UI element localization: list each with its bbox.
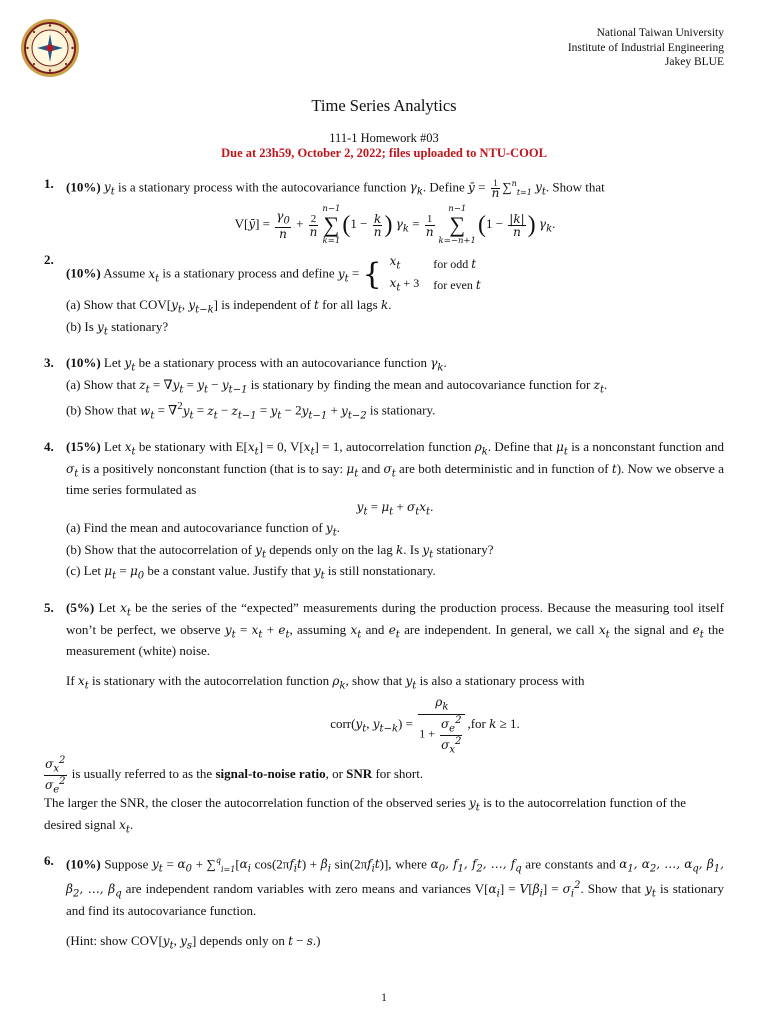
question-text: , show that [345, 673, 406, 689]
question-text: the measurement (white) noise. [66, 621, 724, 659]
question-text: is a nonconstant function and [567, 439, 724, 455]
sub-question-a: (a) Show that $z_t = \nabla y_t = y_t - y_{t-1}$ is stationary by finding the mean and autocovariance function for $z_t$. [66, 376, 608, 396]
question-text: . Define [422, 179, 469, 195]
question-2: 2. (10%) Assume $x_t$ is a stationary process and define $y_t$ = { $x_t$ for odd t $x_t + 3$ for even t (a) Show that $COV[y_t$, $y_{t-k}$] is independent of t for all lags k. (b) Is $y_t$ stationary? [44, 252, 724, 340]
question-text: are constants and [521, 856, 620, 872]
question-text: . Is [403, 541, 423, 557]
question-number: 5. [44, 599, 54, 615]
piecewise-definition: $x_t$ for odd t $x_t + 3$ for even t [389, 254, 481, 293]
question-text: is a positively nonconstant function (that is to say: [78, 460, 347, 476]
page-number: 1 [381, 992, 387, 1004]
question-text: , autocorrelation function [339, 439, 475, 455]
question-text: for short. [372, 766, 424, 781]
question-text: is stationary by finding the mean and autocovariance function for [247, 376, 594, 392]
formula-variance: V[ȳ] = $\frac{\gamma_0}{n}$ + $\frac{2}{n}$ n−1 ∑ k=1 (1 − $\frac{k}{n}$ ) $\gamma_k$ = $\frac{1}{n}$ n−1 ∑ k=−n+1 (1 − $\frac{|k|}{n}$ ) $\gamma_k$. [234, 204, 556, 247]
snr-definition: $\frac{\sigma_x^2}{\sigma_e^2}$ is usually referred to as the signal-to-noise ratio, or SNR for short. [45, 755, 424, 795]
formula-correlation: $corr(y_t$, $y_{t-k}$) = $\rho_k$ 1 + $\frac{\sigma_e^2}{\sigma_x^2}$ ,for k ≥ 1. [330, 694, 520, 756]
question-text: Assume [100, 265, 149, 281]
question-4: 4. (15%) Let $x_t$ be stationary with $E[x_t] = 0$, $V[x_t] = 1$, autocorrelation function $\rho_k$. Define that $\mu_t$ is a nonconstant function and $\sigma_t$ is a positively nonconstant function (that is to say: $\mu_t$ and $\sigma_t$ are both deterministic and in function of t). Now we observe a time series formulated as $y_t = \mu_t + \sigma_tx_t$. (a) Find the mean and autocovariance function of $y_t$. (b) Show that the autocorrelation of $y_t$ depends only on the lag k. Is $y_t$ stationary? (c) Let $\mu_t = \mu_0$ be a constant value. Justify that $y_t$ is still nonstationary. [44, 439, 724, 585]
question-text: Suppose [100, 856, 153, 872]
question-text: (b) Show that the autocorrelation of [66, 541, 256, 557]
question-text: the signal and [609, 621, 693, 637]
question-text: depends only on [196, 933, 289, 949]
page-title: Time Series Analytics [311, 96, 457, 115]
question-text: is stationary. [366, 402, 436, 418]
formula-model: $y_t = \mu_t + \sigma_tx_t$. [356, 498, 434, 517]
author-name: Jakey BLUE [664, 56, 724, 68]
question-6: 6. (10%) Suppose $y_t = \alpha_0 + \sum^q_{i=1}[\alpha_i$ $\cos(2\pi f_it) + \beta_i$ $\sin(2\pi f_it)$], where $\alpha_0$, $f_1$, $f_2$, …, $f_q$ are constants and $\alpha_1$, $\alpha_2$, …, $\alpha_q$, $\beta_1$, $\beta_2$, …, $\beta_q$ are independent random variables with zero means and variances $V[\alpha_i] = V[\beta_i] = \sigma_i^2$. Show that $y_t$ is stationary and find its autocovariance function. (Hint: show $COV[y_t$, $y_s$] depends only on t − s.) [44, 853, 724, 955]
question-number: 6. [44, 853, 54, 869]
question-weight: (10%) [66, 856, 101, 872]
question-number: 4. [44, 439, 54, 455]
question-text: Let [94, 599, 121, 615]
question-3: 3. (10%) Let $y_t$ be a stationary process with an autocovariance function $\gamma_k$. (a) Show that $z_t = \nabla y_t = y_t - y_{t-1}$ is stationary by finding the mean and autocovariance function for $z_t$. (b) Show that $w_t = \nabla^2y_t = z_t - z_{t-1} = y_t - 2y_{t-1} + y_{t-2}$ is stationary. [44, 355, 724, 424]
sub-question-c: (c) Let $\mu_t = \mu_0$ be a constant value. Justify that $y_t$ is still nonstationary. [66, 563, 436, 582]
question-text: is independent of [217, 296, 315, 312]
university-seal-logo [20, 18, 80, 78]
question-text: is still nonstationary. [324, 563, 436, 579]
question-weight: (10%) [66, 265, 101, 281]
question-text: (Hint: show [66, 933, 131, 949]
question-text: is a stationary process and define [159, 265, 338, 281]
question-text: and [361, 621, 389, 637]
question-text: The larger the SNR, the closer the autocorrelation function of the observed series $y_t$ is to the autocorrelation function of the desired signal $x_t$. [44, 794, 686, 835]
sub-question-b: (b) Show that the autocorrelation of $y_t$ depends only on the lag k. Is $y_t$ stationary? [66, 541, 494, 561]
question-text: The larger the SNR, the closer the autocorrelation function of the observed series [44, 794, 470, 810]
question-text: . Show that [545, 179, 605, 195]
institute-name: Institute of Industrial Engineering [567, 41, 724, 54]
question-text: , or [325, 766, 347, 781]
question-text: are both deterministic and in function of [395, 460, 612, 476]
question-text: signal-to-noise ratio [215, 766, 326, 781]
question-text: (b) Is [66, 318, 98, 334]
question-text: (b) Show that [66, 402, 141, 418]
question-weight: (10%) [66, 355, 101, 371]
homework-label: 111-1 Homework #03 [329, 131, 439, 145]
question-text: Let [100, 439, 125, 455]
question-weight: (10%) [66, 179, 101, 195]
question-text: is to the autocorrelation function of the desired signal [44, 794, 686, 832]
question-text: (a) Show that [66, 296, 140, 312]
question-text: be a stationary process with an autocovariance function [135, 355, 431, 371]
sub-question-a: (a) Show that $COV[y_t$, $y_{t-k}$] is independent of t for all lags k. [66, 296, 392, 316]
question-text: be the series of the “expected” measurements during the production process. Because the measuring tool itself won’t be perfect, we observe [66, 599, 724, 637]
question-weight: (5%) [66, 599, 95, 615]
question-text: SNR [346, 766, 373, 781]
hint: (Hint: show $COV[y_t$, $y_s$] depends only on t − s.) [66, 933, 321, 952]
question-text: is also a stationary process with [416, 673, 585, 689]
question-weight: (15%) [66, 439, 101, 455]
question-1: 1. (10%) $y_t$ is a stationary process with the autocovariance function $\gamma_k$. Define ȳ = $\frac{1}{n}$ ∑$^n_{t=1}$ $y_t$. Show that V[ȳ] = $\frac{\gamma_0}{n}$ + $\frac{2}{n}$ n−1 ∑ k=1 (1 − $\frac{k}{n}$ ) $\gamma_k$ = $\frac{1}{n}$ n−1 ∑ k=−n+1 (1 − $\frac{|k|}{n}$ ) $\gamma_k$. [44, 176, 724, 246]
question-text: stationary? [107, 318, 169, 334]
question-text: are independent. In general, we call [399, 621, 599, 637]
question-text: is usually referred to as the [68, 766, 216, 781]
question-number: 1. [44, 176, 54, 191]
question-text: , where [388, 856, 431, 872]
questions [44, 176, 724, 955]
question-text: Let [100, 355, 125, 371]
question-number: 3. [44, 355, 54, 371]
due-notice: Due at 23h59, October 2, 2022; files uploaded to NTU-COOL [221, 146, 547, 160]
question-text: ). Now we observe a time series formulated as [66, 460, 724, 498]
question-number: 2. [44, 252, 54, 268]
question-text: be a constant value. Justify that [144, 563, 314, 579]
question-text: be stationary with [135, 439, 236, 455]
question-text: depends only on the lag [265, 541, 396, 557]
question-text: for all lags [318, 296, 381, 312]
question-text: .) [312, 933, 321, 949]
sub-question-b: (b) Is $y_t$ stationary? [66, 318, 169, 337]
question-5: 5. (5%) Let $x_t$ be the series of the “expected” measurements during the production process. Because the measuring tool itself won’t be perfect, we observe $y_t = x_t + e_t$, assuming $x_t$ and $e_t$ are independent. In general, we call $x_t$ the signal and $e_t$ the measurement (white) noise. If $x_t$ is stationary with the autocorrelation function $\rho_k$, show that $y_t$ is also a stationary process with $corr(y_t$, $y_{t-k}$) = $\rho_k$ 1 + $\frac{\sigma_e^2}{\sigma_x^2}$ ,for k ≥ 1. $\frac{\sigma_x^2}{\sigma_e^2}$ is usually referred to as the signal-to-noise ratio, or SNR for short. The larger the SNR, the closer the autocorrelation function of the observed series $y_t$ is to the autocorrelation function of the desired signal $x_t$. [44, 600, 724, 838]
question-text: is a stationary process with the autocovariance function [114, 179, 410, 195]
question-text: ,for [467, 716, 490, 732]
question-text: (c) Let [66, 563, 105, 579]
question-text: . Define that [487, 439, 556, 455]
sub-question-b: (b) Show that $w_t = \nabla^2y_t = z_t - z_{t-1} = y_t - 2y_{t-1} + y_{t-2}$ is stationary. [66, 400, 436, 421]
question-text: are independent random variables with zero means and variances [121, 881, 475, 897]
question-text: is stationary with the autocorrelation function [88, 673, 333, 689]
question-text: is stationary and find its autocovariance function. [66, 881, 724, 918]
question-text: , assuming [289, 621, 351, 637]
question-text: (a) Show that [66, 376, 140, 392]
university-name: National Taiwan University [596, 27, 724, 39]
question-text: . Show that [580, 881, 646, 897]
question-text: If [66, 673, 78, 689]
question-text: If $x_t$ is stationary with the autocorrelation function $\rho_k$, show that $y_t$ is also a stationary process with [66, 673, 585, 692]
affiliation-block [568, 26, 724, 70]
case-condition: for odd [433, 256, 472, 271]
question-text: stationary? [433, 541, 494, 557]
sub-question-a: (a) Find the mean and autocovariance function of $y_t$. [66, 520, 340, 539]
case-condition: for even [433, 278, 476, 293]
question-text: and [358, 460, 384, 476]
question-text: (a) Find the mean and autocovariance function of [66, 520, 326, 536]
